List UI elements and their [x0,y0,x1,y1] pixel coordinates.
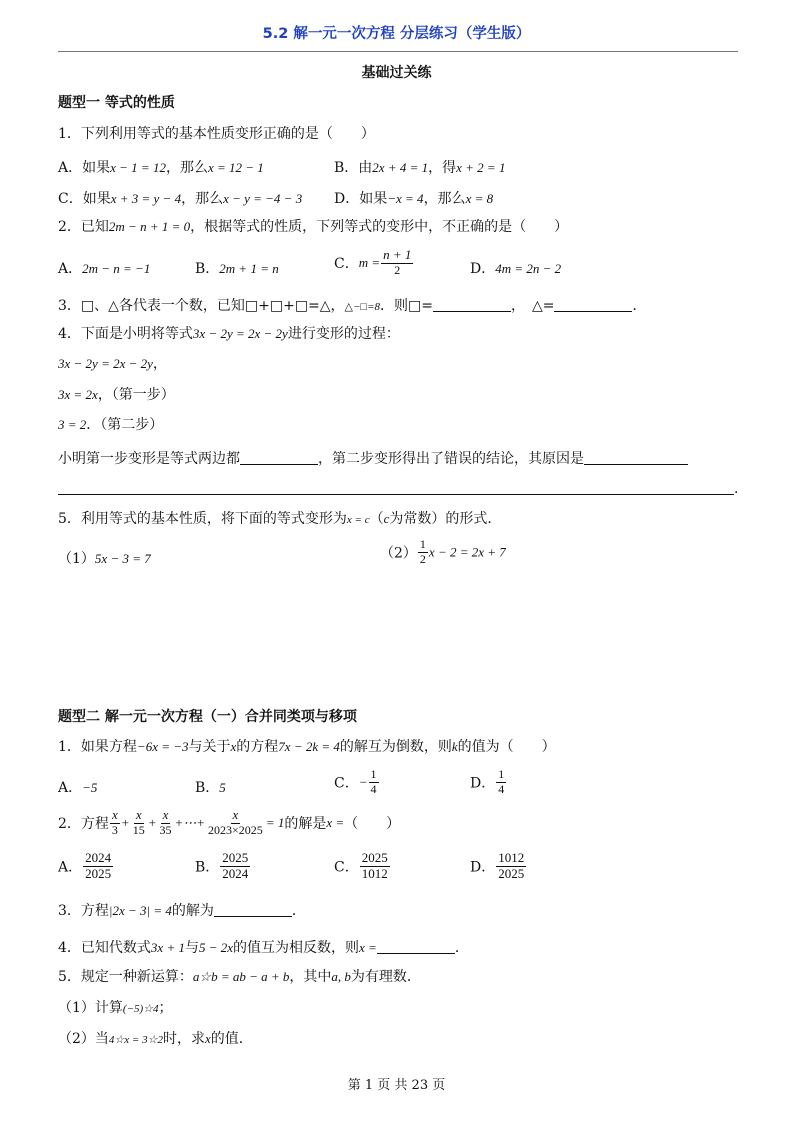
answer-blank[interactable] [433,297,511,312]
p2-q4: 4．已知代数式3x + 1与5 − 2x的值互为相反数，则x = ． [58,940,469,956]
answer-blank[interactable] [214,902,292,917]
fraction: $\frac{1}{4}$ [498,767,505,796]
p1-q3: 3．□、△各代表一个数，已知□+□+□=△，△−□=8．则□= ， △= ． [58,298,647,314]
p1-q2-option-d: D．4m = 2n − 2 [470,261,562,277]
fraction: $\frac{1}{4}$ [370,767,377,796]
page-footer: 第 1 页 共 23 页 [347,1078,446,1093]
p1-q4-step2: 3 = 2．（第二步） [58,417,164,433]
p1-q1-option-d: D．如果−x = 4，那么x = 8 [334,191,494,207]
p1-q2-option-a: A．2m − n = −1 [58,261,151,277]
p2-q1-option-d: D． $\frac{1}{4}$ [470,767,505,796]
p2-q3: 3．方程|2x − 3| = 4的解为 ． [58,903,306,919]
p2-q1-option-b: B．5 [195,780,226,796]
p1-q4-step1: 3x = 2x，（第一步） [58,387,175,403]
p2-q5-sub2: （2）当4☆x = 3☆2时，求x的值． [58,1031,253,1047]
answer-blank[interactable] [554,297,632,312]
p2-q5-sub1: （1）计算(−5)☆4； [58,1000,173,1016]
p2-q2-option-c: C． $\frac{2025}{1012}$ [334,850,388,881]
answer-blank[interactable] [240,450,318,465]
p2-q2-stem: 2．方程 $\frac{x}{3}$ + $\frac{x}{15}$ + $\frac{x}{35}$ +⋯+ $\frac{x}{2023\times 2025}$ = 1的解是x =（ ） [58,807,401,837]
p1-q1-option-b: B．由2x + 4 = 1，得x + 2 = 1 [334,160,506,176]
p2-q5-stem: 5．规定一种新运算：a☆b = ab − a + b，其中a, b为有理数． [58,969,421,985]
fraction: $\frac{1}{2}$ [419,537,426,566]
p2-q2-option-d: D． $\frac{1012}{2025}$ [470,850,525,881]
p1-q4-fill: 小明第一步变形是等式两边都 ，第二步变形得出了错误的结论，其原因是 [58,450,688,468]
document-header-title: 5.2 解一元一次方程 分层练习（学生版） [262,26,531,42]
p2-q1-option-c: C．− $\frac{1}{4}$ [334,767,377,796]
p1-q4-step0: 3x − 2y = 2x − 2y， [58,356,167,372]
fraction: $\frac{n + 1}{2}$ [383,247,412,277]
p1-q2-option-b: B．2m + 1 = n [195,261,279,277]
p2-q1-option-a: A．−5 [58,780,98,796]
p1-q1-option-c: C．如果x + 3 = y − 4，那么x − y = −4 − 3 [58,191,303,207]
p1-q2-option-c: C．m = $\frac{n + 1}{2}$ [334,247,412,277]
p1-q5-stem: 5．利用等式的基本性质，将下面的等式变形为x = c（c为常数）的形式． [58,511,502,527]
p1-q4-stem: 4．下面是小明将等式3x − 2y = 2x − 2y进行变形的过程： [58,326,400,342]
p1-q1-stem: 1．下列利用等式的基本性质变形正确的是（ ） [58,126,375,142]
section-title: 基础过关练 [361,65,432,81]
p2-q2-option-b: B． $\frac{2025}{2024}$ [195,850,249,881]
p1-q4-fill-line2: . [58,480,738,498]
part2-heading: 题型二 解一元一次方程（一）合并同类项与移项 [58,709,357,725]
p1-q5-sub1: （1）5x − 3 = 7 [58,551,151,567]
p2-q2-option-a: A． $\frac{2024}{2025}$ [58,850,112,881]
p1-q5-sub2: （2） $\frac{1}{2}$ x − 2 = 2x + 7 [380,537,506,566]
p2-q1-stem: 1．如果方程−6x = −3与关于x的方程7x − 2k = 4的解互为倒数，则k的值为（ ） [58,739,556,755]
p1-q1-option-a: A．如果x − 1 = 12，那么x = 12 − 1 [58,160,264,176]
header-divider [58,51,738,52]
answer-blank[interactable] [58,480,734,495]
p1-q2-stem: 2．已知2m − n + 1 = 0，根据等式的性质，下列等式的变形中，不正确的是（ ） [58,219,569,235]
part1-heading: 题型一 等式的性质 [58,95,175,111]
answer-blank[interactable] [584,450,688,465]
answer-blank[interactable] [377,939,455,954]
